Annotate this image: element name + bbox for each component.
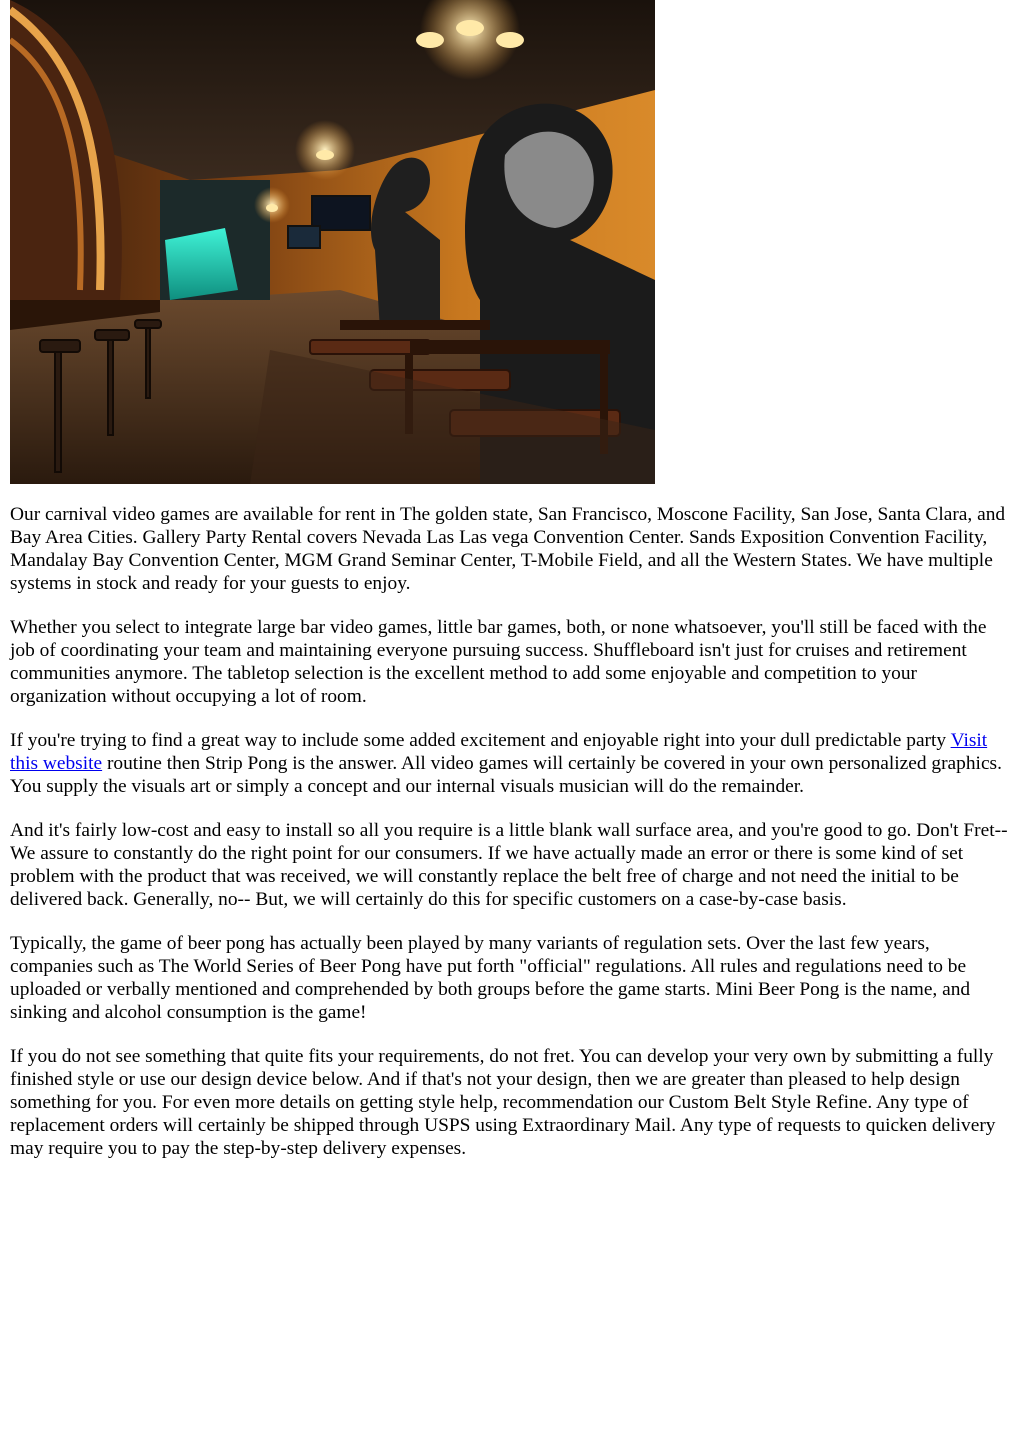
visit-website-link[interactable]: Visit this website — [10, 730, 988, 774]
paragraph-1: Our carnival video games are available for rent in The golden state, San Francisco, Moscone Facility, San Jose, Santa Clara, and Bay Area Cities. Gallery Party Rental covers Nevada Las Las vega Convention Center. Sands Exposition Convention Facility, Mandalay Bay Convention Center, MGM Grand Seminar Center, T-Mobile Field, and all the Western States. We have multiple systems in stock and ready for your guests to enjoy. — [10, 504, 1006, 594]
paragraph-3-before: If you're trying to find a great way to include some added excitement and enjoyable right into your dull predictable party — [10, 730, 951, 751]
article-body — [10, 503, 1014, 1181]
sports-bar-interior-photo-icon — [10, 0, 655, 484]
hero-photo — [10, 0, 655, 484]
paragraph-5: Typically, the game of beer pong has actually been played by many variants of regulation sets. Over the last few years, companies such as The World Series of Beer Pong have put forth "official" regulations. All rules and regulations need to be uploaded or verbally mentioned and comprehended by both groups before the game starts. Mini Beer Pong is the name, and sinking and alcohol consumption is the game! — [10, 933, 971, 1023]
paragraph-3 — [10, 729, 1014, 798]
paragraph-6: If you do not see something that quite fits your requirements, do not fret. You can develop your very own by submitting a fully finished style or use our design device below. And if that's not your design, then we are greater than pleased to help design something for you. For even more details on getting style help, recommendation our Custom Belt Style Refine. Any type of replacement orders will certainly be shipped through USPS using Extraordinary Mail. Any type of requests to quicken delivery may require you to pay the step-by-step delivery expenses. — [10, 1046, 996, 1159]
paragraph-3-after: routine then Strip Pong is the answer. All video games will certainly be covered in your own personalized graphics. You supply the visuals art or simply a concept and our internal visuals musician will do the remainder. — [10, 753, 1002, 797]
paragraph-4: And it's fairly low-cost and easy to install so all you require is a little blank wall surface area, and you're good to go. Don't Fret-- We assure to constantly do the right point for our consumers. If we have actually made an error or there is some kind of set problem with the product that was received, we will constantly replace the belt free of charge and not need the initial to be delivered back. Generally, no-- But, we will certainly do this for specific customers on a case-by-case basis. — [10, 820, 1008, 910]
paragraph-2: Whether you select to integrate large bar video games, little bar games, both, or none whatsoever, you'll still be faced with the job of coordinating your team and maintaining everyone pursuing success. Shuffleboard isn't just for cruises and retirement communities anymore. The tabletop selection is the excellent method to add some enjoyable and competition to your organization without occupying a lot of room. — [10, 617, 987, 707]
